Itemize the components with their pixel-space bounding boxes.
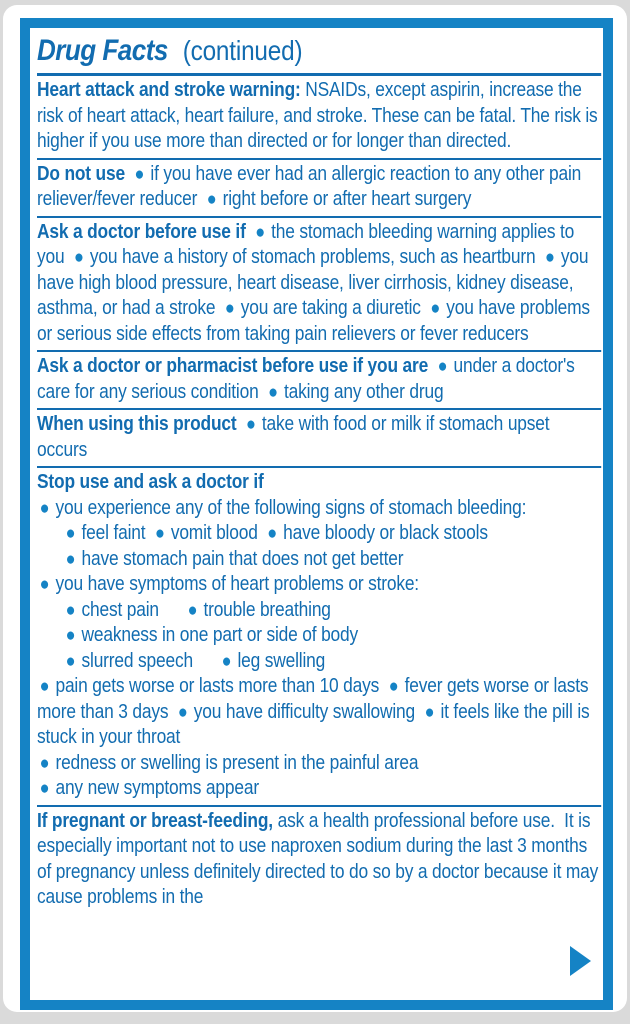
paragraph (37, 470, 601, 496)
bullet-icon: ● (65, 650, 76, 672)
section-stop-use-and-ask-a-doctor (37, 466, 601, 805)
text-run: pain gets worse or lasts more than 10 days (55, 675, 380, 697)
text-run: Stop use and ask a doctor if (37, 471, 264, 493)
paragraph (37, 547, 601, 573)
bullet-icon: ● (134, 163, 145, 185)
section-heart-attack-and-stroke-warning (37, 76, 601, 158)
paragraph (37, 598, 601, 624)
paragraph (37, 162, 601, 213)
drug-facts-label (20, 18, 613, 1010)
text-run: under a doctor's care for any serious condition (37, 355, 575, 403)
section-when-using-this-product (37, 408, 601, 466)
bullet-icon: ● (65, 599, 76, 621)
text-run: If pregnant or breast-feeding, (37, 809, 273, 832)
paragraph (37, 521, 601, 547)
text-run: have stomach pain that does not get better (81, 547, 404, 570)
paragraph (37, 623, 601, 649)
paragraph (37, 674, 601, 751)
bullet-icon: ● (154, 523, 165, 544)
text-run: slurred speech (81, 649, 193, 672)
text-run: take with food or milk if stomach upset occurs (37, 413, 550, 461)
bullet-icon: ● (187, 599, 198, 621)
text-run: you have high blood pressure, heart disease, liver cirrhosis, kidney disease, asthma, or had a stroke (37, 246, 589, 319)
label-content (37, 30, 601, 914)
text-run: taking any other drug (283, 380, 444, 403)
section-if-pregnant-or-breast-feeding (37, 805, 601, 914)
bullet-icon: ● (268, 381, 278, 403)
bullet-icon: ● (65, 625, 76, 646)
paragraph (37, 572, 601, 598)
text-run: When using this product (37, 413, 237, 435)
bullet-icon: ● (430, 298, 441, 319)
bullet-icon: ● (39, 778, 50, 799)
text-run: weakness in one part or side of body (81, 624, 359, 646)
paragraph (37, 776, 601, 802)
text-run: Heart attack and stroke warning: (37, 79, 306, 101)
section-ask-a-doctor-or-pharmacist-before-use (37, 350, 601, 408)
paragraph (37, 649, 601, 675)
drug-facts-title (37, 30, 601, 76)
text-run: trouble breathing (203, 598, 331, 621)
paragraph (37, 354, 601, 405)
bullet-icon: ● (246, 414, 256, 435)
bullet-icon: ● (221, 650, 232, 672)
text-run: the stomach bleeding warning applies to you (37, 220, 575, 268)
section-do-not-use (37, 158, 601, 216)
section-ask-a-doctor-before-use (37, 216, 601, 351)
sections-container (37, 76, 601, 914)
text-run: you have a history of stomach problems, such as heartburn (89, 246, 536, 268)
text-run: you have difficulty swallowing (193, 700, 416, 723)
paragraph (37, 496, 601, 522)
text-run: any new symptoms appear (55, 777, 259, 799)
bullet-icon: ● (39, 752, 50, 774)
text-run: you experience any of the following signs of stomach bleeding: (55, 496, 527, 519)
text-run: leg swelling (237, 649, 326, 672)
text-run: Ask a doctor or pharmacist before use if you are (37, 355, 429, 377)
text-run: if you have ever had an allergic reaction to any other pain reliever/fever reducer (37, 162, 582, 210)
text-run: feel faint (81, 522, 146, 544)
bullet-icon: ● (65, 523, 76, 544)
bullet-icon: ● (177, 701, 188, 723)
paragraph (37, 412, 601, 463)
bullet-icon: ● (39, 676, 50, 697)
title-continued: (continued) (182, 35, 303, 66)
text-run: have bloody or black stools (283, 522, 488, 544)
title-drug-facts: Drug Facts (37, 34, 168, 67)
continue-arrow-icon (570, 946, 591, 976)
paragraph (37, 78, 601, 155)
bullet-icon: ● (388, 676, 399, 697)
text-run: you have symptoms of heart problems or stroke: (55, 573, 419, 595)
bullet-icon: ● (39, 574, 50, 595)
text-run: vomit blood (170, 522, 258, 544)
paragraph (37, 809, 601, 911)
bullet-icon: ● (424, 701, 435, 723)
bullet-icon: ● (267, 523, 278, 544)
bullet-icon: ● (206, 189, 217, 210)
text-run: fever gets worse or lasts more than 3 days (37, 675, 589, 723)
bullet-icon: ● (74, 247, 84, 268)
bullet-icon: ● (224, 298, 235, 319)
text-run: Ask a doctor before use if (37, 220, 246, 243)
bullet-icon: ● (65, 548, 76, 570)
paragraph (37, 220, 601, 348)
text-run: ask a health professional before use. It is especially important not to use naproxen sodium during the last 3 months of pregnancy unless definitely directed to do so by a doctor because it may cause problems in the (37, 809, 599, 908)
text-run: right before or after heart surgery (222, 188, 472, 210)
bullet-icon: ● (39, 497, 50, 519)
text-run: redness or swelling is present in the painful area (55, 751, 419, 774)
paragraph (37, 751, 601, 777)
text-run: chest pain (81, 598, 159, 621)
text-run: it feels like the pill is stuck in your throat (37, 700, 590, 748)
text-run: NSAIDs, except aspirin, increase the risk of heart attack, heart failure, and stroke. These can be fatal. The risk is higher if you use more than directed or for longer than directed. (37, 79, 598, 152)
bullet-icon: ● (255, 221, 266, 243)
text-run: you are taking a diuretic (240, 297, 421, 319)
text-run: you have problems or serious side effects from taking pain relievers or fever reducers (37, 297, 590, 345)
bullet-icon: ● (545, 247, 555, 268)
text-run: Do not use (37, 162, 125, 185)
bullet-icon: ● (437, 356, 448, 377)
